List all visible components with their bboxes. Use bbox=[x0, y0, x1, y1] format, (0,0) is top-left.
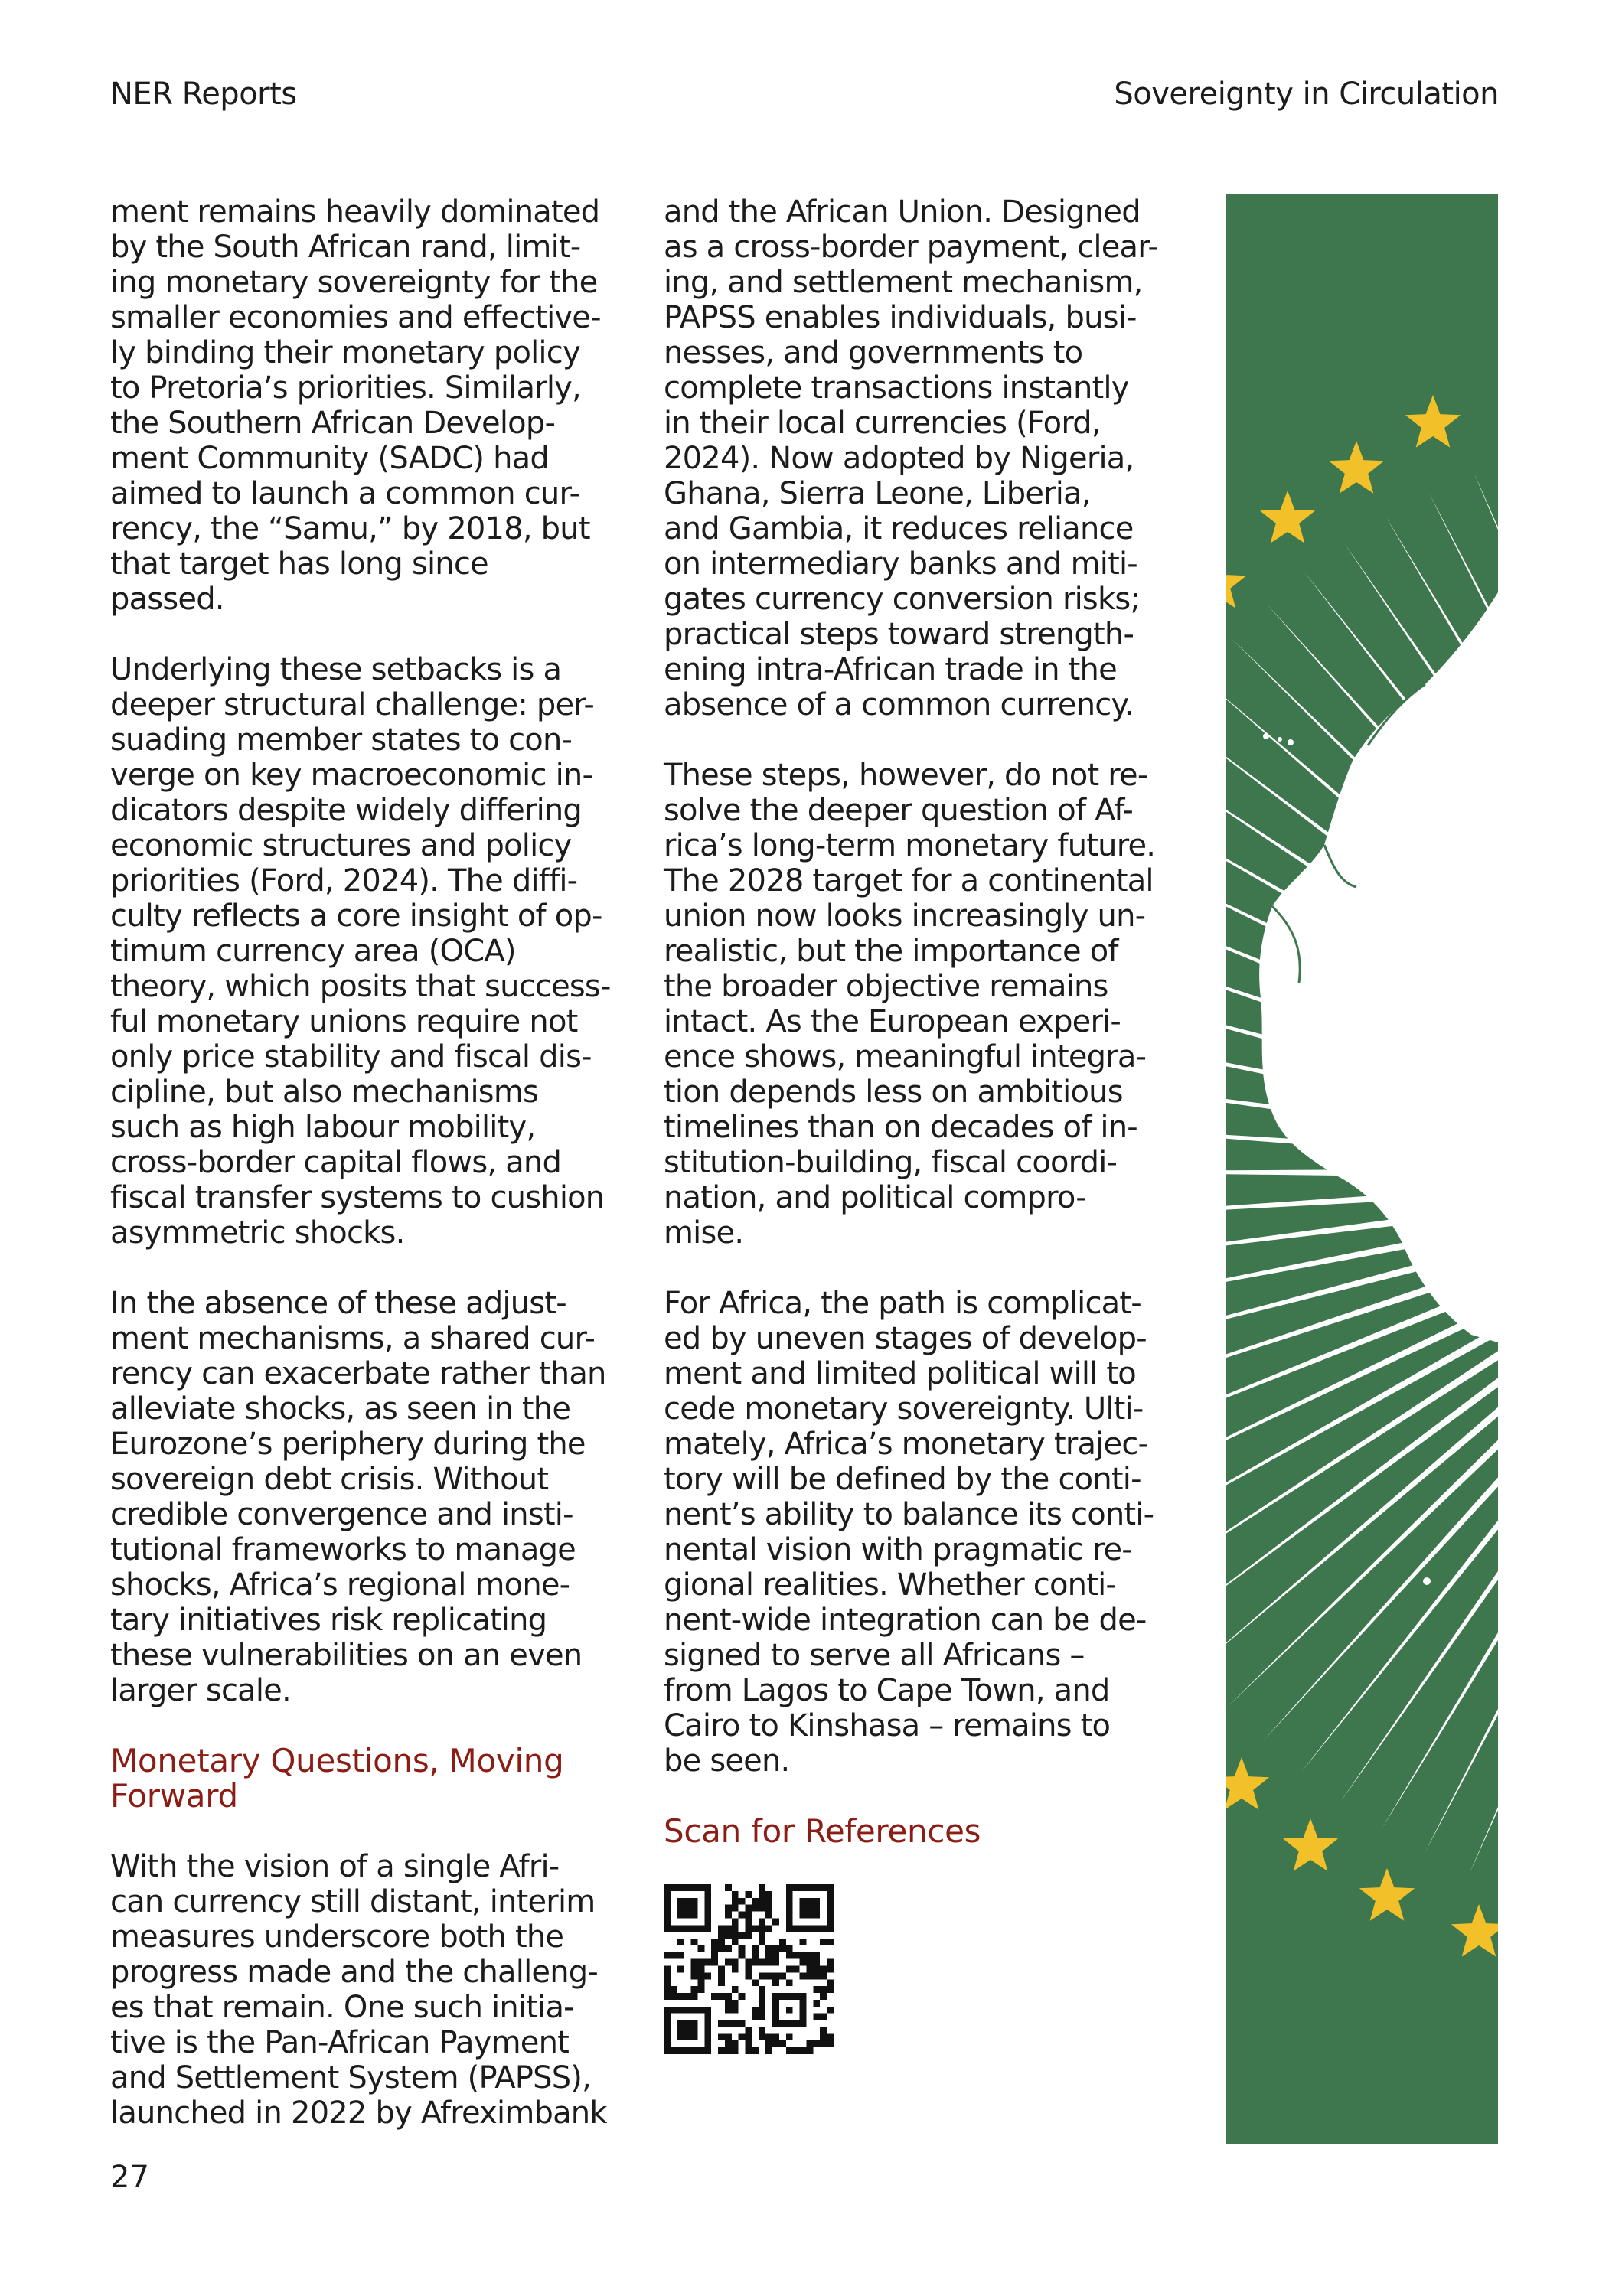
middle-paragraph-2: These steps, however, do not re- solve the deeper question of Af- rica’s long-term monetary future. The 2028 target for a continental union now looks increasingly un- realistic, but the importance of the broader objective remains intact. As the European experi- ence shows, meaningful integra- tion depends less on ambitious timelines than on decades of in- stitution-building, fiscal coordi- nation, and political compro- mise. bbox=[664, 758, 1156, 1251]
section-heading-monetary-questions: Monetary Questions, Moving Forward bbox=[110, 1742, 564, 1815]
running-header-publication: NER Reports bbox=[110, 77, 297, 112]
section-heading-scan-references: Scan for References bbox=[664, 1812, 981, 1850]
left-text-column bbox=[110, 194, 631, 2166]
middle-text-column bbox=[664, 194, 1184, 2054]
african-union-flag-banner bbox=[1226, 194, 1498, 2144]
page-number: 27 bbox=[110, 2160, 149, 2195]
left-paragraph-1: ment remains heavily dominated by the South African rand, limit- ing monetary sovereignty for the smaller economies and effective- ly binding their monetary policy to Pretoria’s priorities. Similarly, the Southern African Develop- ment Community (SADC) had aimed to launch a common cur- rency, the “Samu,” by 2018, but that target has long since passed. bbox=[110, 194, 601, 617]
qr-code-icon[interactable] bbox=[664, 1884, 834, 2054]
left-paragraph-3: In the absence of these adjust- ment mechanisms, a shared cur- rency can exacerbate rather than alleviate shocks, as seen in the Eurozone’s periphery during the sovereign debt crisis. Without credible convergence and insti- tutional frameworks to manage shocks, Africa’s regional mone- tary initiatives risk replicating these vulnerabilities on an even larger scale. bbox=[110, 1286, 606, 1708]
middle-paragraph-3: For Africa, the path is complicat- ed by uneven stages of develop- ment and limited political will to cede monetary sovereignty. Ulti- mately, Africa’s monetary trajec- tory will be defined by the conti- nent’s ability to balance its conti- nental vision with pragmatic re- gional realities. Whether conti- nent-wide integration can be de- signed to serve all Africans – from Lagos to Cape Town, and Cairo to Kinshasa – remains to be seen. bbox=[664, 1286, 1154, 1779]
left-paragraph-2: Underlying these setbacks is a deeper structural challenge: per- suading member states to con- verge on key macroeconomic in- dicators despite widely differing economic structures and policy priorities (Ford, 2024). The diffi- culty reflects a core insight of op- timum currency area (OCA) theory, which posits that success- ful monetary unions require not only price stability and fiscal dis- cipline, but also mechanisms such as high labour mobility, cross-border capital flows, and fiscal transfer systems to cushion asymmetric shocks. bbox=[110, 652, 611, 1251]
left-paragraph-4: With the vision of a single Afri- can currency still distant, interim measures underscore both the progress made and the challeng- es that remain. One such initia- tive is the Pan-African Payment and Settlement System (PAPSS), launched in 2022 by Afreximbank bbox=[110, 1849, 607, 2131]
running-header-title: Sovereignty in Circulation bbox=[1114, 77, 1499, 112]
middle-paragraph-1: and the African Union. Designed as a cross-border payment, clear- ing, and settlement mechanism, PAPSS enables individuals, busi- nesses, and governments to complete transactions instantly in their local currencies (Ford, 2024). Now adopted by Nigeria, Ghana, Sierra Leone, Liberia, and Gambia, it reduces reliance on intermediary banks and miti- gates currency conversion risks; practical steps toward strength- ening intra-African trade in the absence of a common currency. bbox=[664, 194, 1158, 722]
